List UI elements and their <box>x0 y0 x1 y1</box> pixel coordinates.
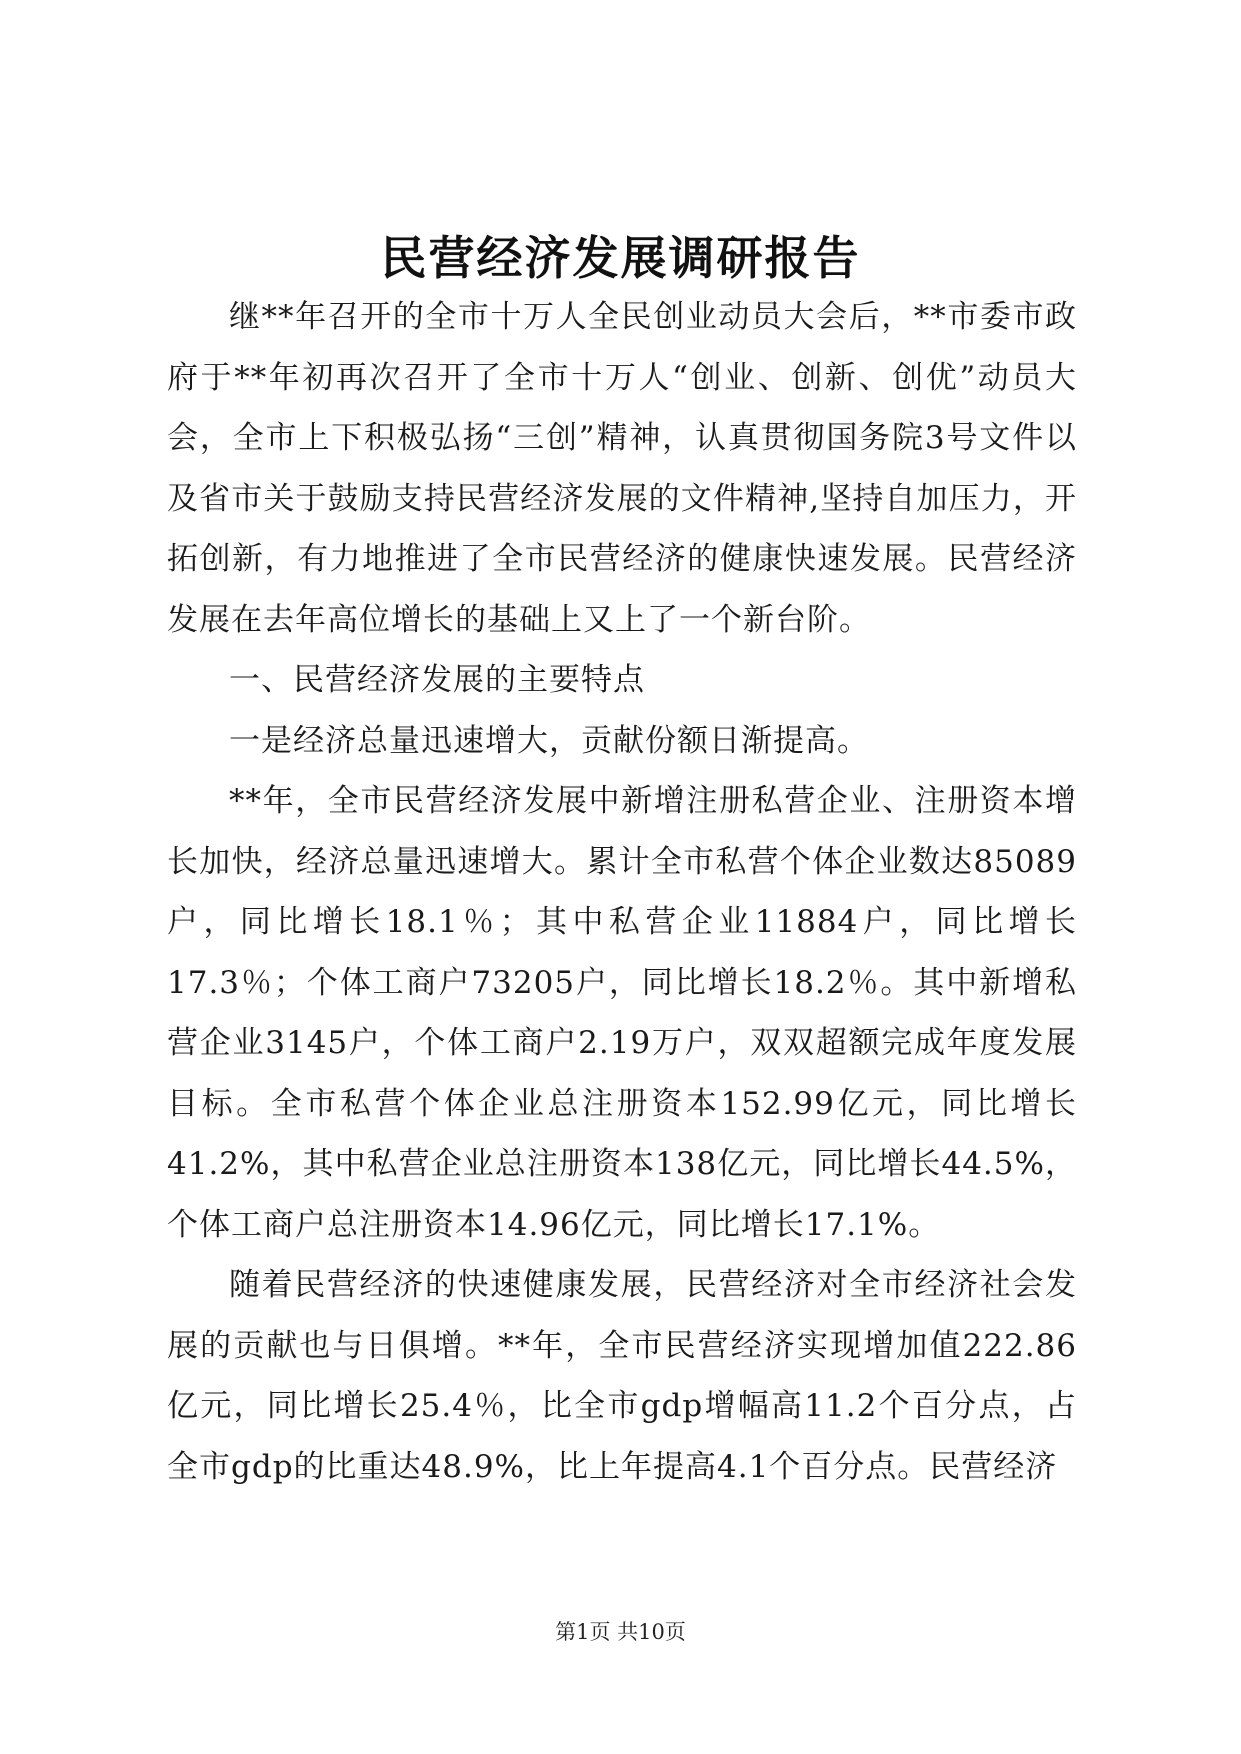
page-footer: 第1页 共10页 <box>555 1620 686 1644</box>
paragraph-intro: 继**年召开的全市十万人全民创业动员大会后，**市委市政府于**年初再次召开了全市十万人“创业、创新、创优”动员大会，全市上下积极弘扬“三创”精神，认真贯彻国务院3号文件以及省市关于鼓励支持民营经济发展的文件精神,坚持自加压力，开拓创新，有力地推进了全市民营经济的健康快速发展。民营经济发展在去年高位增长的基础上又上了一个新台阶。 <box>167 299 1077 638</box>
section-heading: 一、民营经济发展的主要特点 <box>229 662 645 698</box>
paragraph-statistics: **年，全市民营经济发展中新增注册私营企业、注册资本增长加快，经济总量迅速增大。累计全市私营个体企业数达85089户，同比增长18.1％；其中私营企业11884户，同比增长17.3％；个体工商户73205户，同比增长18.2％。其中新增私营企业3145户，个体工商户2.19万户，双双超额完成年度发展目标。全市私营个体企业总注册资本152.99亿元，同比增长41.2%，其中私营企业总注册资本138亿元，同比增长44.5%，个体工商户总注册资本14.96亿元，同比增长17.1%。 <box>167 783 1077 1243</box>
subheading: 一是经济总量迅速增大，贡献份额日渐提高。 <box>229 722 869 759</box>
document-title: 民营经济发展调研报告 <box>380 231 861 285</box>
document-body <box>167 287 1077 1497</box>
paragraph-contribution: 随着民营经济的快速健康发展，民营经济对全市经济社会发展的贡献也与日俱增。**年，全市民营经济实现增加值222.86亿元，同比增长25.4％，比全市gdp增幅高11.2个百分点，占全市gdp的比重达48.9%，比上年提高4.1个百分点。民营经济 <box>167 1267 1077 1485</box>
